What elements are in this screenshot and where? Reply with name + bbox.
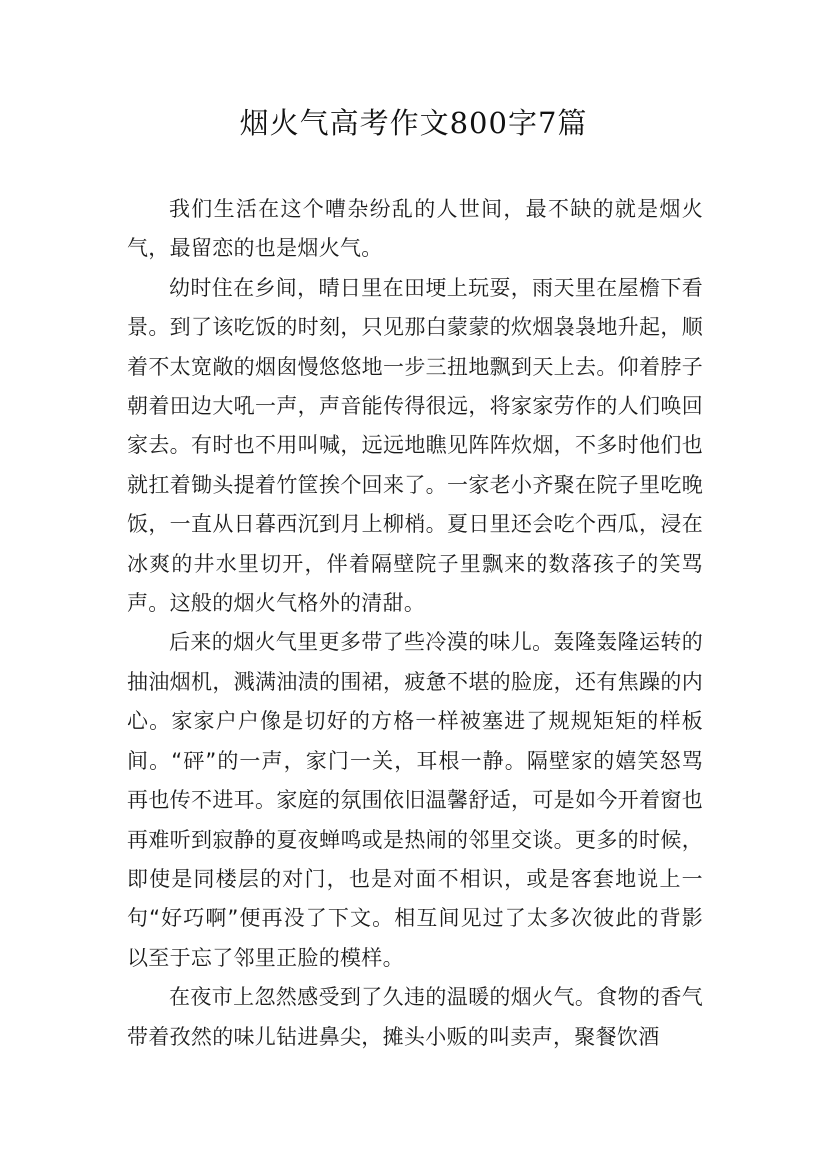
- paragraph: 幼时住在乡间，晴日里在田埂上玩耍，雨天里在屋檐下看景。到了该吃饭的时刻，只见那白蒙蒙的炊烟袅袅地升起，顺着不太宽敞的烟囱慢悠悠地一步三扭地飘到天上去。仰着脖子朝着田边大吼一声，声音能传得很远，将家家劳作的人们唤回家去。有时也不用叫喊，远远地瞧见阵阵炊烟，不多时他们也就扛着锄头提着竹筐挨个回来了。一家老小齐聚在院子里吃晚饭，一直从日暮西沉到月上柳梢。夏日里还会吃个西瓜，浸在冰爽的井水里切开，伴着隔壁院子里飘来的数落孩子的笑骂声。这般的烟火气格外的清甜。: [127, 275, 703, 616]
- paragraph: 在夜市上忽然感受到了久违的温暖的烟火气。食物的香气带着孜然的味儿钻进鼻尖，摊头小贩的叫卖声，聚餐饮酒: [127, 985, 703, 1049]
- paragraph: 后来的烟火气里更多带了些冷漠的味儿。轰隆轰隆运转的抽油烟机，溅满油渍的围裙，疲惫不堪的脸庞，还有焦躁的内心。家家户户像是切好的方格一样被塞进了规规矩矩的样板间。“砰”的一声，家门一关，耳根一静。隔壁家的嬉笑怒骂再也传不进耳。家庭的氛围依旧温馨舒适，可是如今开着窗也再难听到寂静的夏夜蝉鸣或是热闹的邻里交谈。更多的时候，即使是同楼层的对门，也是对面不相识，或是客套地说上一句“好巧啊”便再没了下文。相互间见过了太多次彼此的背影以至于忘了邻里正脸的模样。: [127, 630, 703, 970]
- document-title: 烟火气高考作文800字7篇: [239, 106, 588, 140]
- document-body: [127, 190, 703, 1057]
- paragraph: 我们生活在这个嘈杂纷乱的人世间，最不缺的就是烟火气，最留恋的也是烟火气。: [127, 197, 703, 261]
